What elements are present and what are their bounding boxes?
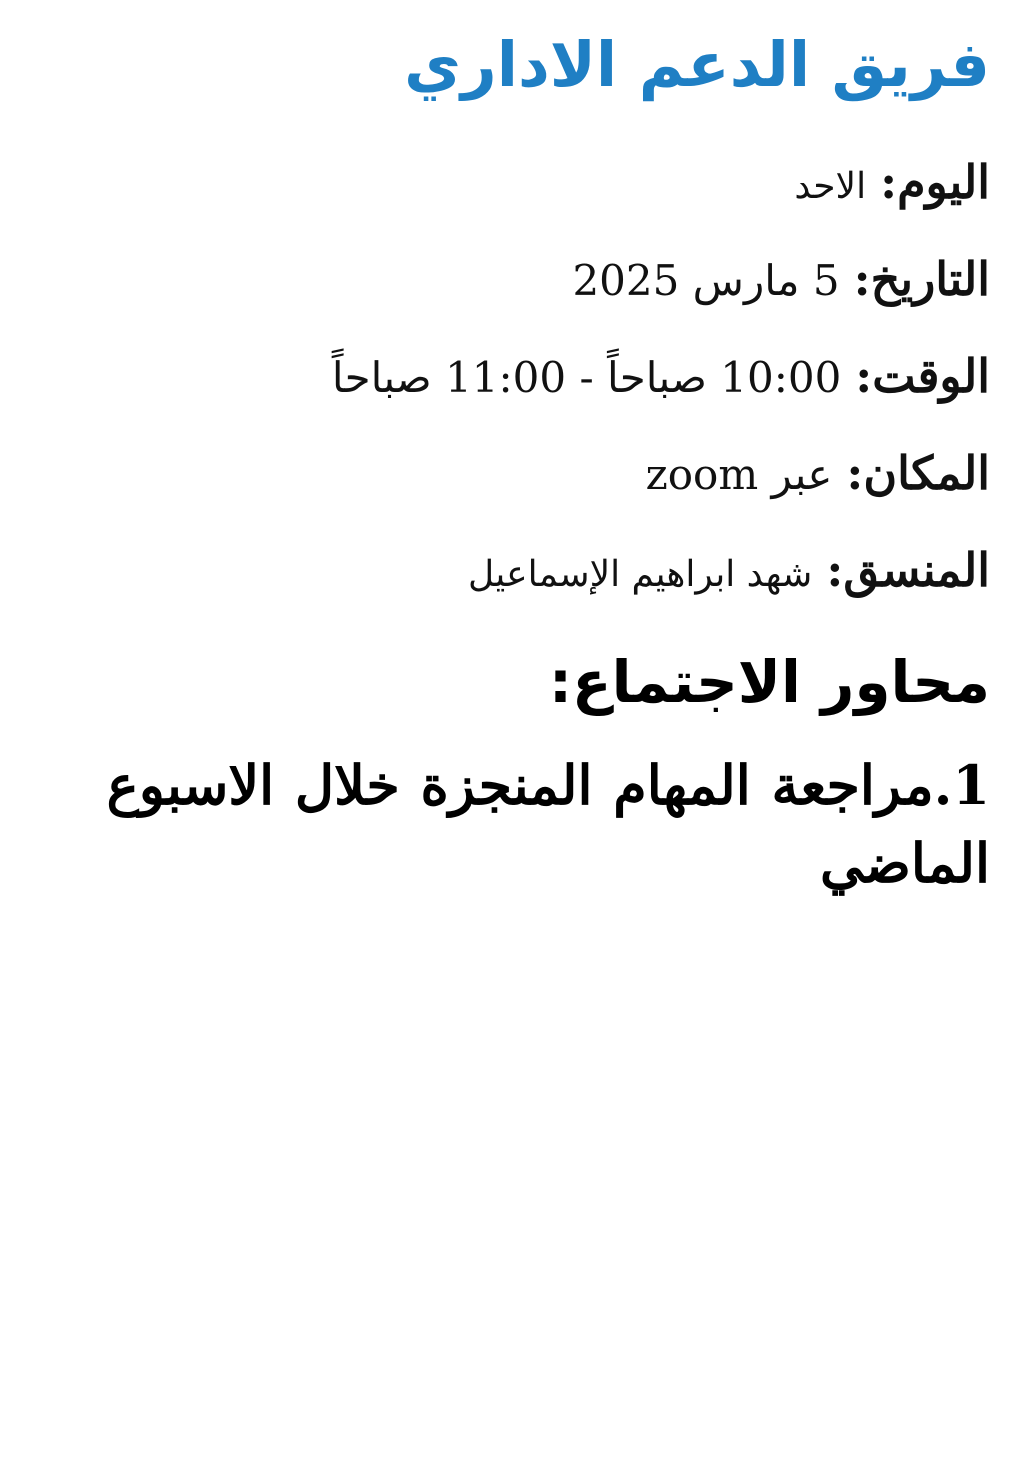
meta-row-day: [34, 148, 990, 217]
meta-row-location: [34, 439, 990, 508]
meta-row-time: [34, 342, 990, 411]
meta-label-location: المكان:: [846, 445, 990, 500]
meta-row-coordinator: [34, 536, 990, 605]
meta-value-date: 5 مارس 2025: [572, 255, 840, 305]
page-title: فريق الدعم الاداري: [404, 28, 990, 101]
meta-value-coordinator: شهد ابراهيم الإسماعيل: [468, 553, 813, 595]
meta-label-date: التاريخ:: [853, 251, 990, 306]
meta-value-location: عبر zoom: [645, 449, 833, 499]
meta-value-time: 10:00 صباحاً - 11:00 صباحاً: [331, 352, 842, 402]
meta-label-day: اليوم:: [880, 154, 990, 209]
agenda-heading: محاور الاجتماع:: [548, 647, 990, 716]
agenda-list: [34, 746, 990, 903]
meta-row-date: [34, 245, 990, 314]
meta-label-coordinator: المنسق:: [826, 542, 990, 597]
meta-value-day: الاحد: [794, 165, 867, 207]
meta-label-time: الوقت:: [855, 348, 990, 403]
list-item: 1.مراجعة المهام المنجزة خلال الاسبوع الماضي: [106, 752, 990, 896]
